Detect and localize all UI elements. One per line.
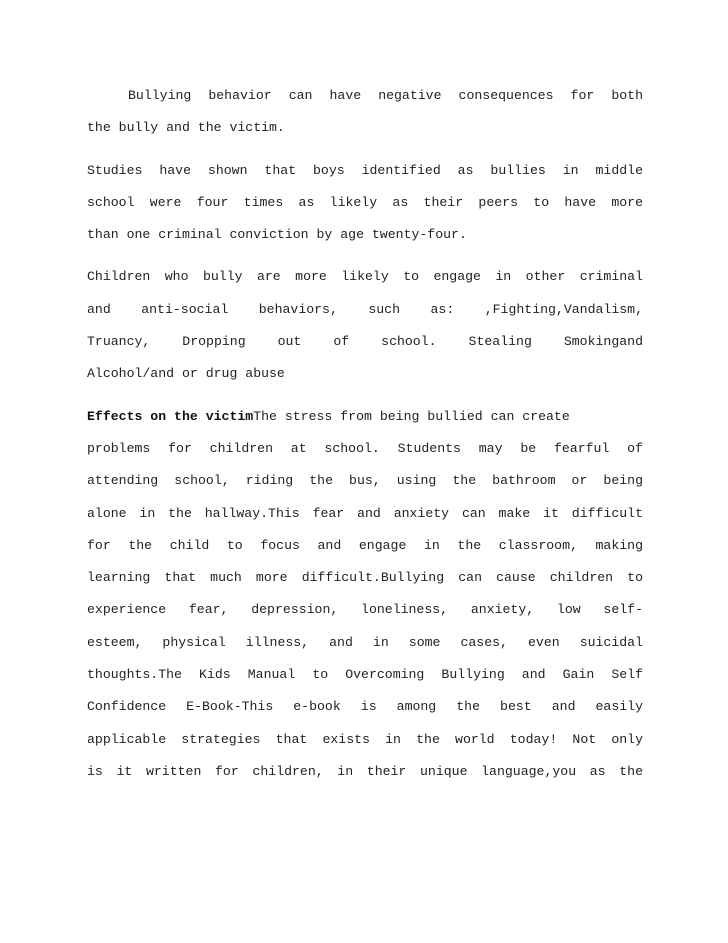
- heading-run-in-text: The stress from being bullied can create: [253, 408, 570, 424]
- text-line: problems for children at school. Students may be fearful of: [87, 440, 643, 456]
- text-line: Truancy, Dropping out of school. Stealing Smokingand: [87, 334, 643, 350]
- text-line: school were four times as likely as their peers to have more: [87, 194, 643, 210]
- text-line: than one criminal conviction by age twenty-four.: [87, 227, 467, 243]
- text-line: alone in the hallway.This fear and anxiety can make it difficult: [87, 505, 643, 521]
- section-heading: Effects on the victim: [87, 408, 254, 424]
- text-line: Alcohol/and or drug abuse: [87, 366, 285, 382]
- text-line: Bullying behavior can have negative consequences for both: [128, 88, 643, 103]
- paragraph-consequences: [87, 84, 643, 149]
- text-line: esteem, physical illness, and in some cases, even suicidal: [87, 634, 643, 650]
- text-line: thoughts.The Kids Manual to Overcoming Bullying and Gain Self: [87, 667, 643, 683]
- document-page: [87, 84, 643, 792]
- text-line: the bully and the victim.: [87, 120, 285, 136]
- paragraph-effects-on-victim: [87, 405, 643, 793]
- text-line: learning that much more difficult.Bullying can cause children to: [87, 570, 643, 586]
- text-line: is it written for children, in their unique language,you as the: [87, 763, 643, 779]
- paragraph-gap: [87, 255, 643, 265]
- paragraph-gap: [87, 149, 643, 159]
- text-line: experience fear, depression, loneliness, anxiety, low self-: [87, 602, 643, 618]
- text-line: applicable strategies that exists in the world today! Not only: [87, 731, 643, 747]
- paragraph-studies: [87, 159, 643, 256]
- text-line: for the child to focus and engage in the classroom, making: [87, 537, 643, 553]
- text-line: attending school, riding the bus, using the bathroom or being: [87, 473, 643, 489]
- paragraph-children-who-bully: [87, 265, 643, 394]
- text-line-with-heading: [87, 405, 643, 437]
- text-line: and anti-social behaviors, such as: ,Fighting,Vandalism,: [87, 301, 643, 317]
- text-line: Studies have shown that boys identified as bullies in middle: [87, 162, 643, 178]
- text-line: Children who bully are more likely to engage in other criminal: [87, 269, 643, 285]
- text-line: Confidence E-Book-This e-book is among the best and easily: [87, 699, 643, 715]
- paragraph-gap: [87, 395, 643, 405]
